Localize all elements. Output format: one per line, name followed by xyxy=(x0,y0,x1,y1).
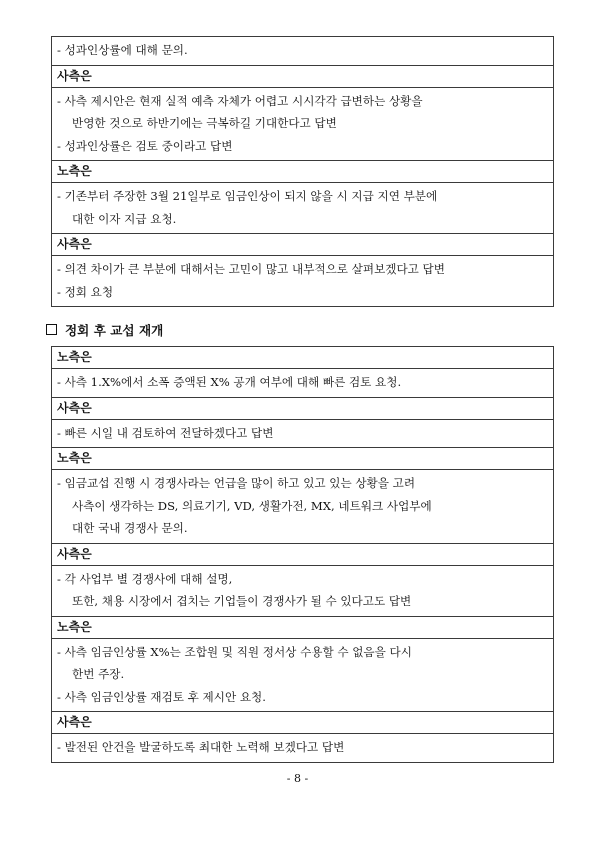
content-cell xyxy=(52,87,554,161)
content-row xyxy=(52,37,554,66)
speaker-label: 사측은 xyxy=(52,543,554,565)
content-line: - 기존부터 주장한 3월 21일부로 임금인상이 되지 않을 시 지급 지연 부분에 xyxy=(57,189,438,203)
content-line: 사측이 생각하는 DS, 의료기기, VD, 생활가전, MX, 네트워크 사업부에 xyxy=(72,498,432,513)
content-cell xyxy=(52,369,554,398)
page-number: - 8 - xyxy=(286,772,309,785)
checkbox-square-icon xyxy=(46,324,57,335)
content-line: - 발전된 안건을 발굴하도록 최대한 노력해 보겠다고 답변 xyxy=(57,740,345,754)
content-line: - 사측 1.X%에서 소폭 증액된 X% 공개 여부에 대해 빠른 검토 요청. xyxy=(57,375,402,389)
content-line: - 성과인상률에 대해 문의. xyxy=(57,43,188,57)
section-title: 정회 후 교섭 재개 xyxy=(65,323,164,338)
speaker-label: 노측은 xyxy=(52,448,554,470)
minutes-table-top xyxy=(51,36,554,307)
content-line: - 사측 제시안은 현재 실적 예측 자체가 어렵고 시시각각 급변하는 상황을 xyxy=(57,93,423,108)
content-line: - 각 사업부 별 경쟁사에 대해 설명, xyxy=(57,571,233,586)
speaker-label: 사측은 xyxy=(52,234,554,256)
content-cell xyxy=(52,419,554,448)
speaker-row xyxy=(52,234,554,256)
section-heading xyxy=(46,320,163,339)
content-cell xyxy=(52,256,554,307)
content-cell xyxy=(52,183,554,234)
content-line: - 사측 임금인상률 재검토 후 제시안 요청. xyxy=(57,689,266,704)
content-row xyxy=(52,87,554,161)
content-cell xyxy=(52,638,554,712)
content-line: - 의견 차이가 큰 부분에 대해서는 고민이 많고 내부적으로 살펴보겠다고 답변 xyxy=(57,262,445,276)
content-line: 대한 이자 지급 요청. xyxy=(72,211,177,226)
content-line: 또한, 채용 시장에서 겹치는 기업들이 경쟁사가 될 수 있다고도 답변 xyxy=(72,594,412,608)
speaker-label: 사측은 xyxy=(52,397,554,419)
speaker-row xyxy=(52,616,554,638)
speaker-row xyxy=(52,347,554,369)
speaker-row xyxy=(52,65,554,87)
speaker-row xyxy=(52,712,554,734)
content-line: - 빠른 시일 내 검토하여 전달하겠다고 답변 xyxy=(57,425,274,440)
content-row xyxy=(52,565,554,616)
content-line: - 사측 임금인상률 X%는 조합원 및 직원 정서상 수용할 수 없음을 다시 xyxy=(57,644,412,659)
content-line: 대한 국내 경쟁사 문의. xyxy=(72,521,188,535)
content-row xyxy=(52,369,554,398)
content-row xyxy=(52,470,554,544)
speaker-label: 노측은 xyxy=(52,616,554,638)
content-row xyxy=(52,183,554,234)
content-row xyxy=(52,419,554,448)
content-cell xyxy=(52,37,554,66)
speaker-label: 노측은 xyxy=(52,161,554,183)
speaker-row xyxy=(52,448,554,470)
content-line: 반영한 것으로 하반기에는 극복하길 기대한다고 답변 xyxy=(72,116,337,130)
minutes-table-bottom xyxy=(51,346,554,763)
speaker-row xyxy=(52,543,554,565)
speaker-row xyxy=(52,397,554,419)
content-row xyxy=(52,256,554,307)
content-cell xyxy=(52,470,554,544)
content-row xyxy=(52,638,554,712)
content-line: - 정회 요청 xyxy=(57,284,114,299)
speaker-row xyxy=(52,161,554,183)
speaker-label: 사측은 xyxy=(52,65,554,87)
speaker-label: 사측은 xyxy=(52,712,554,734)
content-line: - 임금교섭 진행 시 경쟁사라는 언급을 많이 하고 있고 있는 상황을 고려 xyxy=(57,476,416,490)
speaker-label: 노측은 xyxy=(52,347,554,369)
content-line: - 성과인상률은 검토 중이라고 답변 xyxy=(57,138,233,153)
content-cell xyxy=(52,565,554,616)
content-cell xyxy=(52,734,554,763)
content-row xyxy=(52,734,554,763)
content-line: 한번 주장. xyxy=(72,667,125,681)
